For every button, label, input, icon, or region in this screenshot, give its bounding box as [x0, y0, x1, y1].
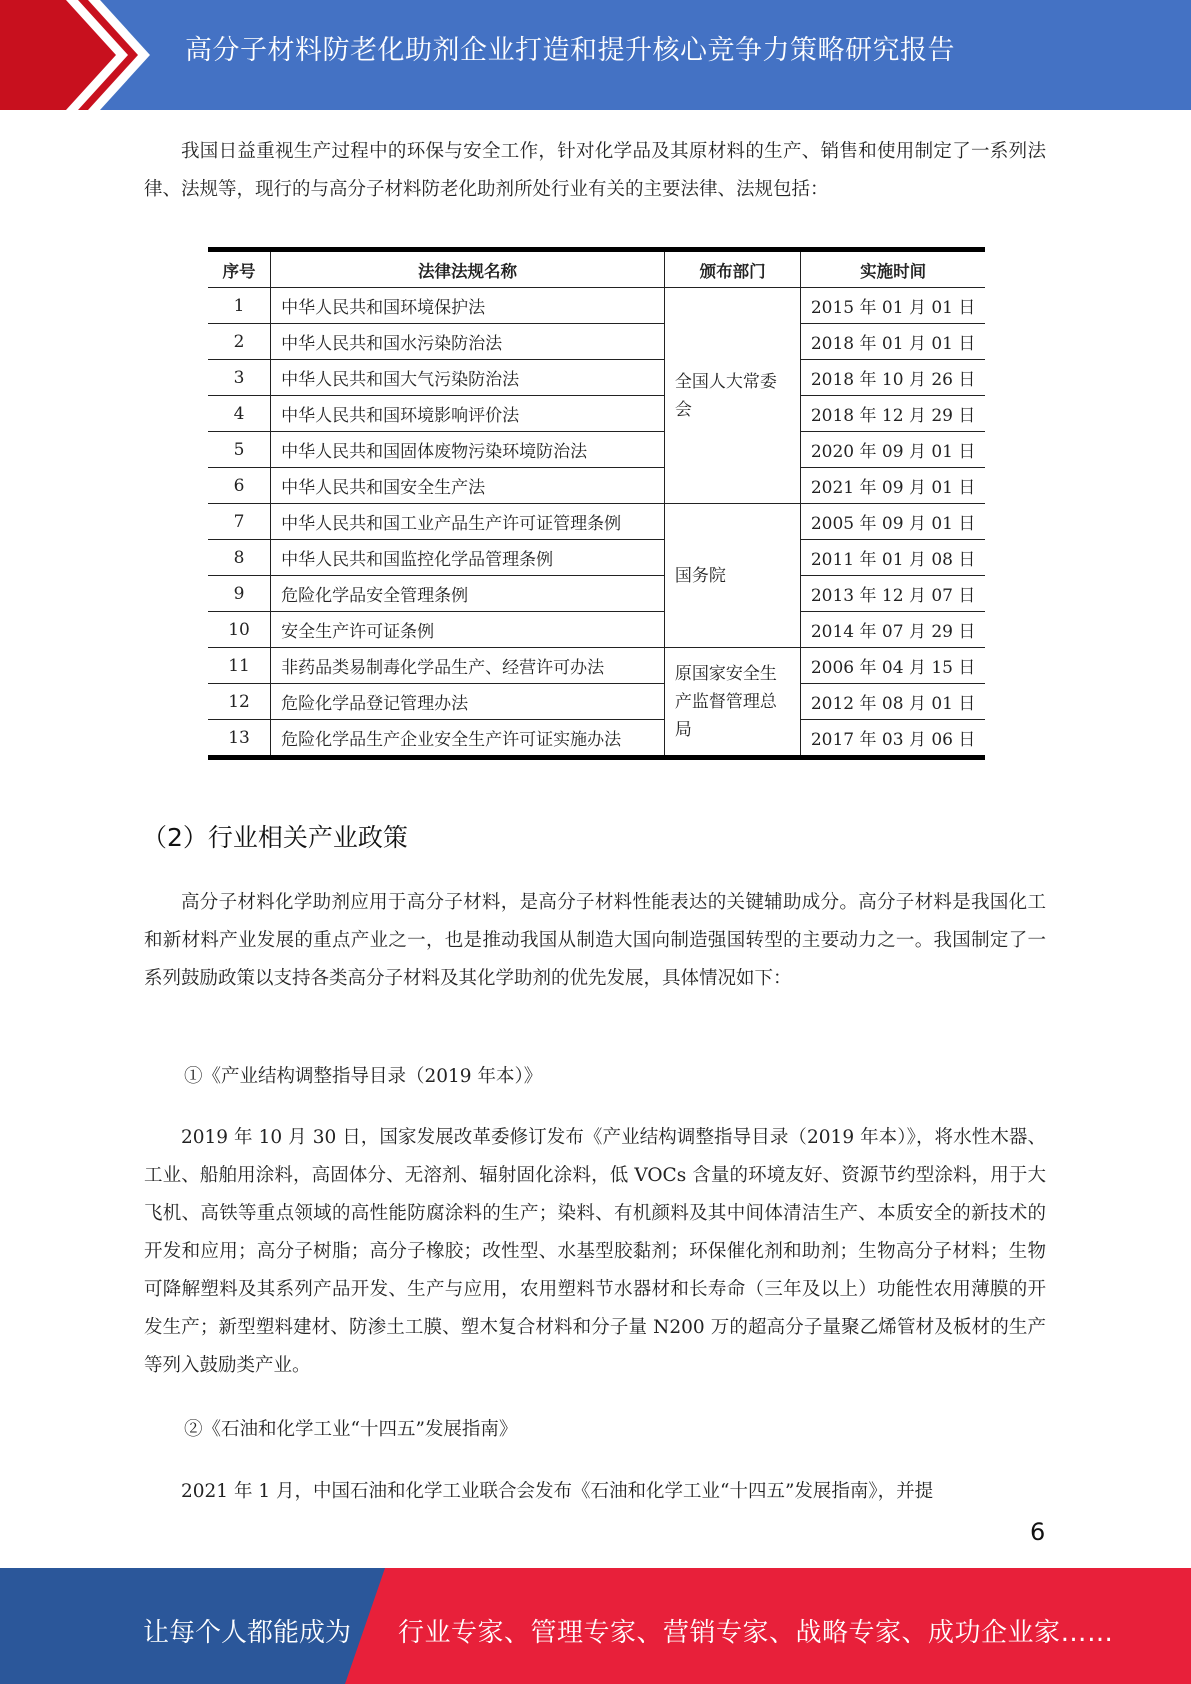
item2-paragraph: 2021 年 1 月，中国石油和化学工业联合会发布《石油和化学工业“十四五”发展指南》，并提: [181, 1481, 934, 1502]
row-no: 3: [208, 360, 271, 396]
section-heading: （2）行业相关产业政策: [142, 823, 408, 852]
laws-table: [208, 247, 985, 760]
row-no: 13: [208, 720, 271, 758]
row-no: 5: [208, 432, 271, 468]
dept-cell: 原国家安全生产监督管理总局: [664, 648, 800, 758]
row-date: 2017 年 03 月 06 日: [801, 720, 985, 758]
row-no: 9: [208, 576, 271, 612]
row-name: 中华人民共和国安全生产法: [271, 468, 665, 504]
row-name: 中华人民共和国环境保护法: [271, 288, 665, 324]
table-header-row: [208, 250, 985, 288]
row-date: 2014 年 07 月 29 日: [801, 612, 985, 648]
table-row: [208, 396, 985, 432]
row-date: 2020 年 09 月 01 日: [801, 432, 985, 468]
row-date: 2018 年 01 月 01 日: [801, 324, 985, 360]
row-name: 中华人民共和国大气污染防治法: [271, 360, 665, 396]
table-row: [208, 648, 985, 684]
table-row: [208, 324, 985, 360]
row-no: 12: [208, 684, 271, 720]
row-date: 2005 年 09 月 01 日: [801, 504, 985, 540]
row-no: 1: [208, 288, 271, 324]
row-no: 6: [208, 468, 271, 504]
table-row: [208, 504, 985, 540]
page-number: 6: [1030, 1518, 1046, 1546]
table-row: [208, 612, 985, 648]
table-row: [208, 540, 985, 576]
item1-title: ①《产业结构调整指导目录（2019 年本）》: [184, 1066, 543, 1087]
table-row: [208, 576, 985, 612]
row-name: 安全生产许可证条例: [271, 612, 665, 648]
row-date: 2018 年 10 月 26 日: [801, 360, 985, 396]
row-no: 8: [208, 540, 271, 576]
table-row: [208, 432, 985, 468]
page-header: [0, 0, 1191, 110]
row-date: 2011 年 01 月 08 日: [801, 540, 985, 576]
row-name: 危险化学品生产企业安全生产许可证实施办法: [271, 720, 665, 758]
row-date: 2006 年 04 月 15 日: [801, 648, 985, 684]
row-name: 中华人民共和国环境影响评价法: [271, 396, 665, 432]
row-date: 2021 年 09 月 01 日: [801, 468, 985, 504]
header-name: 法律法规名称: [271, 250, 665, 288]
row-name: 中华人民共和国固体废物污染环境防治法: [271, 432, 665, 468]
row-name: 中华人民共和国水污染防治法: [271, 324, 665, 360]
row-no: 10: [208, 612, 271, 648]
row-no: 7: [208, 504, 271, 540]
policy-paragraph: 高分子材料化学助剂应用于高分子材料，是高分子材料性能表达的关键辅助成分。高分子材料是我国化工和新材料产业发展的重点产业之一，也是推动我国从制造大国向制造强国转型的主要动力之一。我国制定了一系列鼓励政策以支持各类高分子材料及其化学助剂的优先发展，具体情况如下：: [144, 892, 1046, 989]
header-dept: 颁布部门: [664, 250, 800, 288]
intro-paragraph: 我国日益重视生产过程中的环保与安全工作，针对化学品及其原材料的生产、销售和使用制定了一系列法律、法规等，现行的与高分子材料防老化助剂所处行业有关的主要法律、法规包括：: [144, 141, 1046, 200]
dept-cell: 国务院: [664, 504, 800, 648]
page-footer: [0, 1568, 1191, 1684]
row-name: 中华人民共和国工业产品生产许可证管理条例: [271, 504, 665, 540]
row-date: 2015 年 01 月 01 日: [801, 288, 985, 324]
table-row: [208, 720, 985, 758]
row-name: 非药品类易制毒化学品生产、经营许可办法: [271, 648, 665, 684]
row-no: 11: [208, 648, 271, 684]
row-name: 危险化学品安全管理条例: [271, 576, 665, 612]
table-row: [208, 360, 985, 396]
row-name: 中华人民共和国监控化学品管理条例: [271, 540, 665, 576]
report-title: 高分子材料防老化助剂企业打造和提升核心竞争力策略研究报告: [185, 35, 955, 66]
header-arrow-graphic: [0, 0, 200, 110]
item2-title: ②《石油和化学工业“十四五”发展指南》: [184, 1419, 518, 1440]
row-date: 2013 年 12 月 07 日: [801, 576, 985, 612]
table-row: [208, 288, 985, 324]
table-row: [208, 684, 985, 720]
dept-cell: 全国人大常委会: [664, 288, 800, 504]
row-name: 危险化学品登记管理办法: [271, 684, 665, 720]
row-no: 2: [208, 324, 271, 360]
table-row: [208, 468, 985, 504]
row-no: 4: [208, 396, 271, 432]
header-date: 实施时间: [801, 250, 985, 288]
footer-slogan-right: 行业专家、管理专家、营销专家、战略专家、成功企业家……: [398, 1618, 1114, 1648]
item1-paragraph: 2019 年 10 月 30 日，国家发展改革委修订发布《产业结构调整指导目录（2019 年本）》，将水性木器、工业、船舶用涂料，高固体分、无溶剂、辐射固化涂料，低 VOCs 含量的环境友好、资源节约型涂料，用于大飞机、高铁等重点领域的高性能防腐涂料的生产；染料、有机颜料及其中间体清洁生产、本质安全的新技术的开发和应用；高分子树脂；高分子橡胶；改性型、水基型胶黏剂；环保催化剂和助剂；生物高分子材料；生物可降解塑料及其系列产品开发、生产与应用，农用塑料节水器材和长寿命（三年及以上）功能性农用薄膜的开发生产；新型塑料建材、防渗土工膜、塑木复合材料和分子量 N200 万的超高分子量聚乙烯管材及板材的生产等列入鼓励类产业。: [144, 1127, 1046, 1376]
row-date: 2012 年 08 月 01 日: [801, 684, 985, 720]
footer-slogan-left: 让每个人都能成为: [143, 1618, 352, 1648]
header-no: 序号: [208, 250, 271, 288]
row-date: 2018 年 12 月 29 日: [801, 396, 985, 432]
